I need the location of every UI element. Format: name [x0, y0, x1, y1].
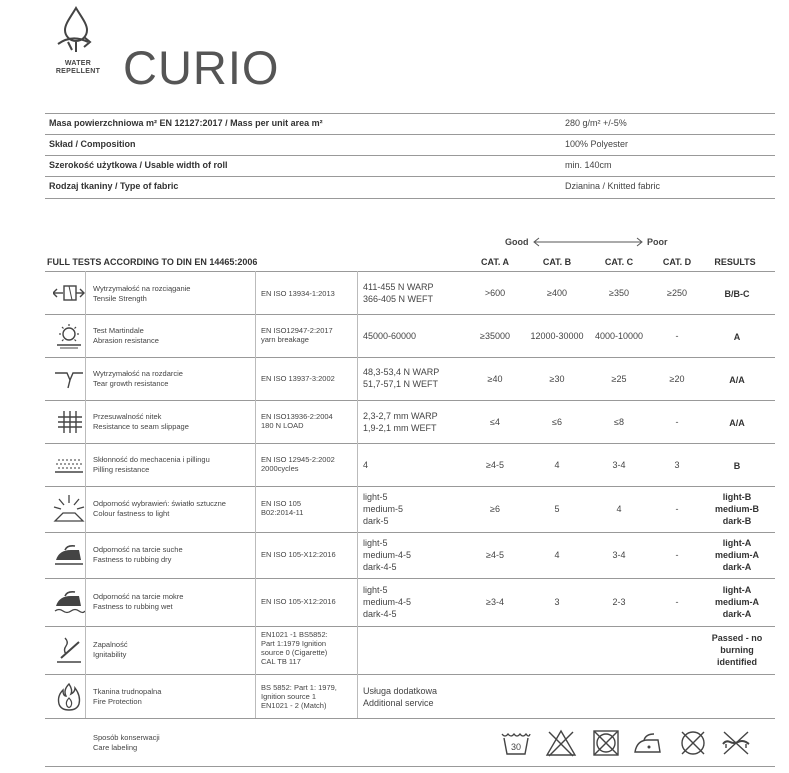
test-result: light-A medium-A dark-A [714, 585, 759, 619]
spec-row [45, 113, 775, 135]
cat-a-value: >600 [484, 288, 506, 298]
cat-d-value: ≥20 [669, 374, 685, 384]
cat-c-value: ≥25 [611, 374, 627, 384]
spec-value: Dzianina / Knitted fabric [565, 181, 661, 191]
test-result: Passed - no burning identified [711, 633, 763, 667]
test-result: A/A [729, 375, 745, 385]
cat-c-value: ≥350 [609, 288, 629, 298]
table-row [45, 444, 775, 486]
table-row [45, 487, 775, 532]
cat-b-header: CAT. B [542, 257, 572, 267]
table-divider [45, 766, 775, 767]
pilling-icon [53, 456, 85, 474]
iron-dry-icon [53, 542, 85, 568]
ignition-icon [53, 636, 85, 664]
spec-label: Masa powierzchniowa m² EN 12127:2017 / Mass per unit area m² [49, 118, 323, 128]
table-row [45, 675, 775, 718]
spec-row [45, 134, 775, 156]
test-result: light-A medium-A dark-A [714, 538, 759, 572]
cat-c-value: 3-4 [612, 550, 626, 560]
cat-a-value: ≤4 [490, 417, 500, 427]
test-value: light-5 medium-4-5 dark-4-5 [363, 538, 412, 572]
test-name: Wytrzymałość na rozciąganie Tensile Strength [93, 284, 191, 303]
light-icon [53, 494, 85, 524]
test-result: light-B medium-B dark-B [714, 492, 759, 526]
cat-a-value: ≥40 [487, 374, 503, 384]
cat-b-value: 4 [554, 460, 560, 470]
table-row [45, 272, 775, 314]
table-row [45, 401, 775, 443]
test-name: Tkanina trudnopalna Fire Protection [93, 687, 162, 706]
abrasion-icon [53, 323, 85, 349]
tensile-icon [53, 281, 85, 305]
cat-a-value: ≥35000 [480, 331, 510, 341]
water-repellent-icon [54, 4, 102, 62]
table-divider [45, 718, 775, 719]
scale-arrow-icon [532, 237, 644, 247]
care-label: Sposób konserwacji Care labeling [93, 733, 160, 752]
test-result: A/A [729, 418, 745, 428]
scale-poor-label: Poor [647, 237, 668, 247]
cat-a-value: ≥4-5 [486, 460, 504, 470]
cat-b-value: ≥30 [549, 374, 565, 384]
test-norm: BS 5852: Part 1: 1979, Ignition source 1 EN1021 - 2 (Match) [261, 683, 337, 710]
test-value: 45000-60000 [363, 331, 417, 341]
no-bleach-icon [545, 728, 577, 758]
test-name: Skłonność do mechacenia i pillingu Pilling resistance [93, 455, 210, 474]
iron-low-icon [632, 728, 664, 758]
test-result: B/B-C [724, 289, 750, 299]
cat-c-value: 4000-10000 [594, 331, 644, 341]
cat-a-value: ≥4-5 [486, 550, 504, 560]
table-row [45, 579, 775, 626]
test-norm: EN ISO 12945-2:2002 2000cycles [261, 455, 335, 473]
spec-row [45, 176, 775, 199]
test-name: Odporność na tarcie mokre Fastness to rubbing wet [93, 592, 184, 611]
test-name: Przesuwalność nitek Resistance to seam slippage [93, 412, 189, 431]
test-norm: EN ISO 105-X12:2016 [261, 550, 336, 559]
svg-text:30: 30 [510, 742, 522, 752]
cat-d-value: - [675, 550, 679, 560]
iron-wet-icon [53, 588, 85, 616]
spec-row [45, 155, 775, 177]
cat-c-value: 3-4 [612, 460, 626, 470]
test-norm: EN ISO 105 B02:2014-11 [261, 499, 304, 517]
test-name: Odporność na tarcie suche Fastness to rubbing dry [93, 545, 183, 564]
test-value: light-5 medium-4-5 dark-4-5 [363, 585, 412, 619]
cat-d-value: - [675, 597, 679, 607]
test-norm: EN1021 -1 BS5852: Part 1:1979 Ignition source 0 (Cigarette) CAL TB 117 [261, 630, 328, 666]
test-result: A [733, 332, 741, 342]
test-norm: EN ISO12947-2:2017 yarn breakage [261, 326, 333, 344]
test-result: B [733, 461, 741, 471]
cat-a-value: ≥6 [490, 504, 500, 514]
tear-icon [53, 368, 85, 390]
test-name: Odporność wybrawień: światło sztuczne Colour fastness to light [93, 499, 226, 518]
spec-label: Rodzaj tkaniny / Type of fabric [49, 181, 179, 191]
cat-d-value: - [675, 331, 679, 341]
scale-good-label: Good [505, 237, 529, 247]
product-title: CURIO [123, 41, 280, 94]
tests-title: FULL TESTS ACCORDING TO DIN EN 14465:2006 [47, 257, 258, 267]
results-header: RESULTS [714, 257, 756, 267]
no-wring-icon [720, 728, 752, 758]
test-value: light-5 medium-5 dark-5 [363, 492, 404, 526]
cat-d-value: ≥250 [667, 288, 687, 298]
cat-b-value: 5 [554, 504, 560, 514]
test-norm: EN ISO 105-X12:2016 [261, 597, 336, 606]
cat-b-value: 3 [554, 597, 560, 607]
cat-b-value: 12000-30000 [530, 331, 584, 341]
test-norm: EN ISO 13934-1:2013 [261, 289, 335, 298]
cat-b-value: 4 [554, 550, 560, 560]
wash-30-icon [500, 728, 532, 758]
cat-d-value: - [675, 504, 679, 514]
cat-d-value: 3 [674, 460, 680, 470]
test-value: 411-455 N WARP 366-405 N WEFT [363, 282, 434, 304]
spec-value: 280 g/m² +/-5% [565, 118, 627, 128]
spec-label: Szerokość użytkowa / Usable width of roll [49, 160, 228, 170]
table-row [45, 627, 775, 674]
cat-b-value: ≤6 [552, 417, 562, 427]
spec-value: min. 140cm [565, 160, 612, 170]
table-row [45, 533, 775, 578]
spec-label: Skład / Composition [49, 139, 136, 149]
cat-d-value: - [675, 417, 679, 427]
table-row [45, 315, 775, 357]
test-value: 2,3-2,7 mm WARP 1,9-2,1 mm WEFT [363, 411, 438, 433]
cat-c-header: CAT. C [604, 257, 634, 267]
cat-c-value: ≤8 [614, 417, 624, 427]
test-name: Test Martindale Abrasion resistance [93, 326, 159, 345]
test-value: Usługa dodatkowa Additional service [363, 686, 438, 708]
test-value: 4 [363, 460, 369, 470]
cat-c-value: 4 [616, 504, 622, 514]
cat-b-value: ≥400 [547, 288, 567, 298]
no-tumble-dry-icon [590, 728, 622, 758]
cat-d-header: CAT. D [662, 257, 692, 267]
water-repellent-label: WATER REPELLENT [55, 60, 101, 75]
table-row [45, 358, 775, 400]
test-name: Wytrzymałość na rozdarcie Tear growth resistance [93, 369, 183, 388]
fire-icon [53, 682, 85, 712]
spec-value: 100% Polyester [565, 139, 629, 149]
cat-a-value: ≥3-4 [486, 597, 504, 607]
cat-a-header: CAT. A [481, 257, 509, 267]
cat-c-value: 2-3 [612, 597, 626, 607]
seam-icon [53, 409, 85, 435]
test-name: Zapalność Ignitability [93, 640, 128, 659]
test-value: 48,3-53,4 N WARP 51,7-57,1 N WEFT [363, 367, 440, 389]
test-norm: EN ISO13936-2:2004 180 N LOAD [261, 412, 333, 430]
test-norm: EN ISO 13937-3:2002 [261, 374, 335, 383]
no-dry-clean-icon [677, 728, 709, 758]
